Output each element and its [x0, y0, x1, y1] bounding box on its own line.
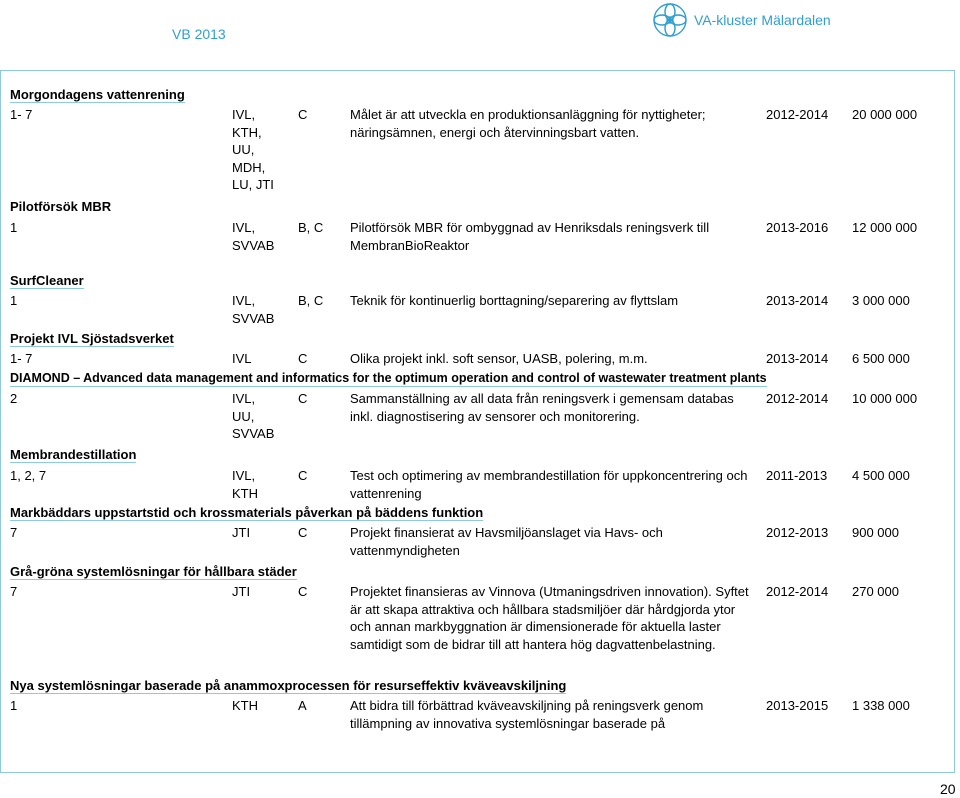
- cell-num: 1: [10, 293, 18, 308]
- cell-period: 2012-2014: [766, 584, 829, 599]
- cell-num: 1: [10, 220, 18, 235]
- cell-period: 2012-2013: [766, 525, 829, 540]
- cell-num: 7: [10, 584, 18, 599]
- project-title: Projekt IVL Sjöstadsverket: [10, 331, 174, 346]
- cell-desc: Projektet finansieras av Vinnova (Utmaningsdriven innovation). Syftet är att skapa attraktiva och hållbara stadsmiljöer där hårdgjorda ytor och annan markbyggnation är dimensionerade för aktuella laster samtidigt som de bidrar till att hantera hög dagvattenbelastning.: [350, 584, 749, 652]
- project-title: Pilotförsök MBR: [10, 199, 112, 214]
- cell-type: B, C: [298, 220, 324, 235]
- cell-amount: 3 000 000: [852, 293, 910, 308]
- cell-amount: 6 500 000: [852, 351, 910, 366]
- cell-num: 7: [10, 525, 18, 540]
- cell-who: JTI: [232, 584, 251, 599]
- cell-desc: Att bidra till förbättrad kväveavskiljning på reningsverk genom tillämpning av innovativa systemlösningar baserade på: [350, 698, 704, 731]
- cell-amount: 12 000 000: [852, 220, 918, 235]
- project-title: Membrandestillation: [10, 447, 137, 462]
- cell-num: 2: [10, 391, 18, 406]
- header-brand-text: VA-kluster Mälardalen: [694, 12, 831, 28]
- cell-amount: 20 000 000: [852, 107, 918, 122]
- cell-who: KTH: [232, 698, 258, 713]
- cell-type: C: [298, 525, 308, 540]
- cell-period: 2013-2015: [766, 698, 829, 713]
- cell-desc: Pilotförsök MBR för ombyggnad av Henriksdals reningsverk till MembranBioReaktor: [350, 220, 710, 253]
- cell-period: 2012-2014: [766, 391, 829, 406]
- page-number: 20: [940, 781, 956, 797]
- project-title: Nya systemlösningar baserade på anammoxprocessen för resurseffektiv kväveavskiljning: [10, 678, 567, 693]
- cell-desc: Projekt finansierat av Havsmiljöanslaget via Havs- och vattenmyndigheten: [350, 525, 663, 558]
- project-title: SurfCleaner: [10, 273, 84, 288]
- cell-amount: 10 000 000: [852, 391, 918, 406]
- cell-desc: Målet är att utveckla en produktionsanläggning för nyttigheter; näringsämnen, energi och återvinningsbart vatten.: [350, 107, 706, 140]
- cell-amount: 4 500 000: [852, 468, 910, 483]
- cell-type: A: [298, 698, 307, 713]
- header-year: VB 2013: [172, 26, 226, 42]
- cell-num: 1: [10, 698, 18, 713]
- cell-num: 1- 7: [10, 351, 33, 366]
- cell-type: C: [298, 107, 308, 122]
- cell-period: 2013-2016: [766, 220, 829, 235]
- cell-type: C: [298, 468, 308, 483]
- cell-period: 2013-2014: [766, 351, 829, 366]
- cell-who: IVL, SVVAB: [232, 220, 275, 253]
- cell-amount: 1 338 000: [852, 698, 910, 713]
- cell-desc: Olika projekt inkl. soft sensor, UASB, polering, m.m.: [350, 351, 648, 366]
- cell-type: C: [298, 391, 308, 406]
- cell-type: B, C: [298, 293, 324, 308]
- cell-type: C: [298, 584, 308, 599]
- cell-desc: Test och optimering av membrandestillation för uppkoncentrering och vattenrening: [350, 468, 748, 501]
- cell-num: 1, 2, 7: [10, 468, 47, 483]
- cell-period: 2011-2013: [766, 468, 828, 483]
- project-title: DIAMOND – Advanced data management and informatics for the optimum operation and control of wastewater treatment plants: [10, 370, 767, 388]
- flower-icon: [652, 2, 688, 38]
- project-title: Morgondagens vattenrening: [10, 87, 185, 102]
- cell-who: IVL, KTH, UU, MDH, LU, JTI: [232, 107, 274, 192]
- cell-desc: Teknik för kontinuerlig borttagning/separering av flyttslam: [350, 293, 679, 308]
- project-title: Grå-gröna systemlösningar för hållbara städer: [10, 564, 297, 579]
- cell-desc: Sammanställning av all data från reningsverk i gemensam databas inkl. diagnostisering av sensorer och monitorering.: [350, 391, 734, 424]
- header-brand: [652, 2, 831, 38]
- cell-who: IVL, SVVAB: [232, 293, 275, 326]
- cell-who: JTI: [232, 525, 251, 540]
- cell-who: IVL: [232, 351, 252, 366]
- cell-num: 1- 7: [10, 107, 33, 122]
- cell-type: C: [298, 351, 308, 366]
- cell-amount: 900 000: [852, 525, 899, 540]
- cell-amount: 270 000: [852, 584, 899, 599]
- project-title: Markbäddars uppstartstid och krossmaterials påverkan på bäddens funktion: [10, 505, 484, 520]
- cell-who: IVL, KTH: [232, 468, 258, 501]
- cell-period: 2013-2014: [766, 293, 829, 308]
- cell-period: 2012-2014: [766, 107, 829, 122]
- cell-who: IVL, UU, SVVAB: [232, 391, 275, 441]
